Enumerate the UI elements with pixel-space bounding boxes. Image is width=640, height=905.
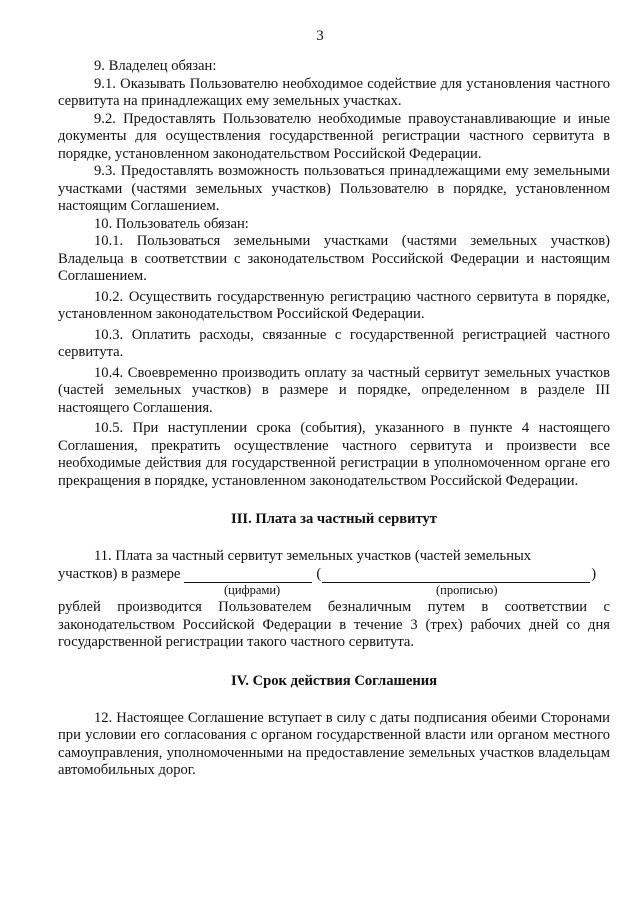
clause-9-1: 9.1. Оказывать Пользователю необходимое содействие для установления частного сервитута на принадлежащих ему земельных участках.	[58, 75, 610, 109]
clause-9-heading: 9. Владелец обязан:	[94, 58, 217, 74]
clause-10-1: 10.1. Пользоваться земельными участками (частями земельных участков) Владельца в соответствии с законодательством Российской Федерации и настоящим Соглашением.	[58, 233, 610, 284]
clause-10-5: 10.5. При наступлении срока (события), указанного в пункте 4 настоящего Соглашения, прекратить осуществление частного сервитута и произвести все необходимые действия для государственной регистрации в уполномоченном органе его прекращения в порядке, установленном законодательством Российской Федерации.	[58, 420, 610, 489]
clause-10-4: 10.4. Своевременно производить оплату за частный сервитут земельных участков (частей земельных участков) в размере и порядке, определенном в разделе III настоящего Соглашения.	[58, 364, 610, 416]
paren-open: (	[316, 565, 322, 582]
clause-9-2: 9.2. Предоставлять Пользователю необходимые правоустанавливающие и иные документы для осуществления государственной регистрации частного сервитута в порядке, установленном законодательством Российской Федерации.	[58, 110, 610, 162]
hint-words: (прописью)	[436, 583, 498, 597]
blank-hints	[58, 583, 610, 599]
hint-digits: (цифрами)	[224, 583, 281, 597]
clause-11-amount-row	[58, 566, 610, 584]
amount-digits-blank	[184, 567, 312, 583]
clause-11-prefix: участков) в размере	[58, 565, 181, 582]
section-4-title: IV. Срок действия Соглашения	[230, 672, 438, 689]
clause-11-line1: 11. Плата за частный сервитут земельных участков (частей земельных	[94, 548, 532, 564]
page-number: 3	[316, 28, 324, 44]
clause-9-3: 9.3. Предоставлять возможность пользоваться принадлежащими ему земельными участками (частями земельных участков) Пользователю в порядке, установленном настоящим Соглашением.	[58, 163, 610, 214]
clause-11-rest: рублей производится Пользователем безналичным путем в соответствии с законодательством Российской Федерации в течение 3 (трех) рабочих дней со дня государственной регистрации такого частного сервитута.	[58, 599, 610, 650]
clause-10-heading: 10. Пользователь обязан:	[94, 215, 249, 232]
paren-close: )	[591, 565, 597, 582]
clause-12: 12. Настоящее Соглашение вступает в силу с даты подписания обеими Сторонами при условии его согласования с органом государственной власти или органом местного самоуправления, уполномоченными на предоставление земельных участков владельцам автомобильных дорог.	[58, 709, 610, 778]
section-3-title: III. Плата за частный сервитут	[231, 511, 437, 527]
clause-10-3: 10.3. Оплатить расходы, связанные с государственной регистрацией частного сервитута.	[58, 326, 610, 360]
amount-words-blank	[322, 567, 590, 583]
clause-10-2: 10.2. Осуществить государственную регистрацию частного сервитута в порядке, установленном законодательством Российской Федерации.	[58, 288, 610, 322]
document-body	[58, 58, 610, 780]
